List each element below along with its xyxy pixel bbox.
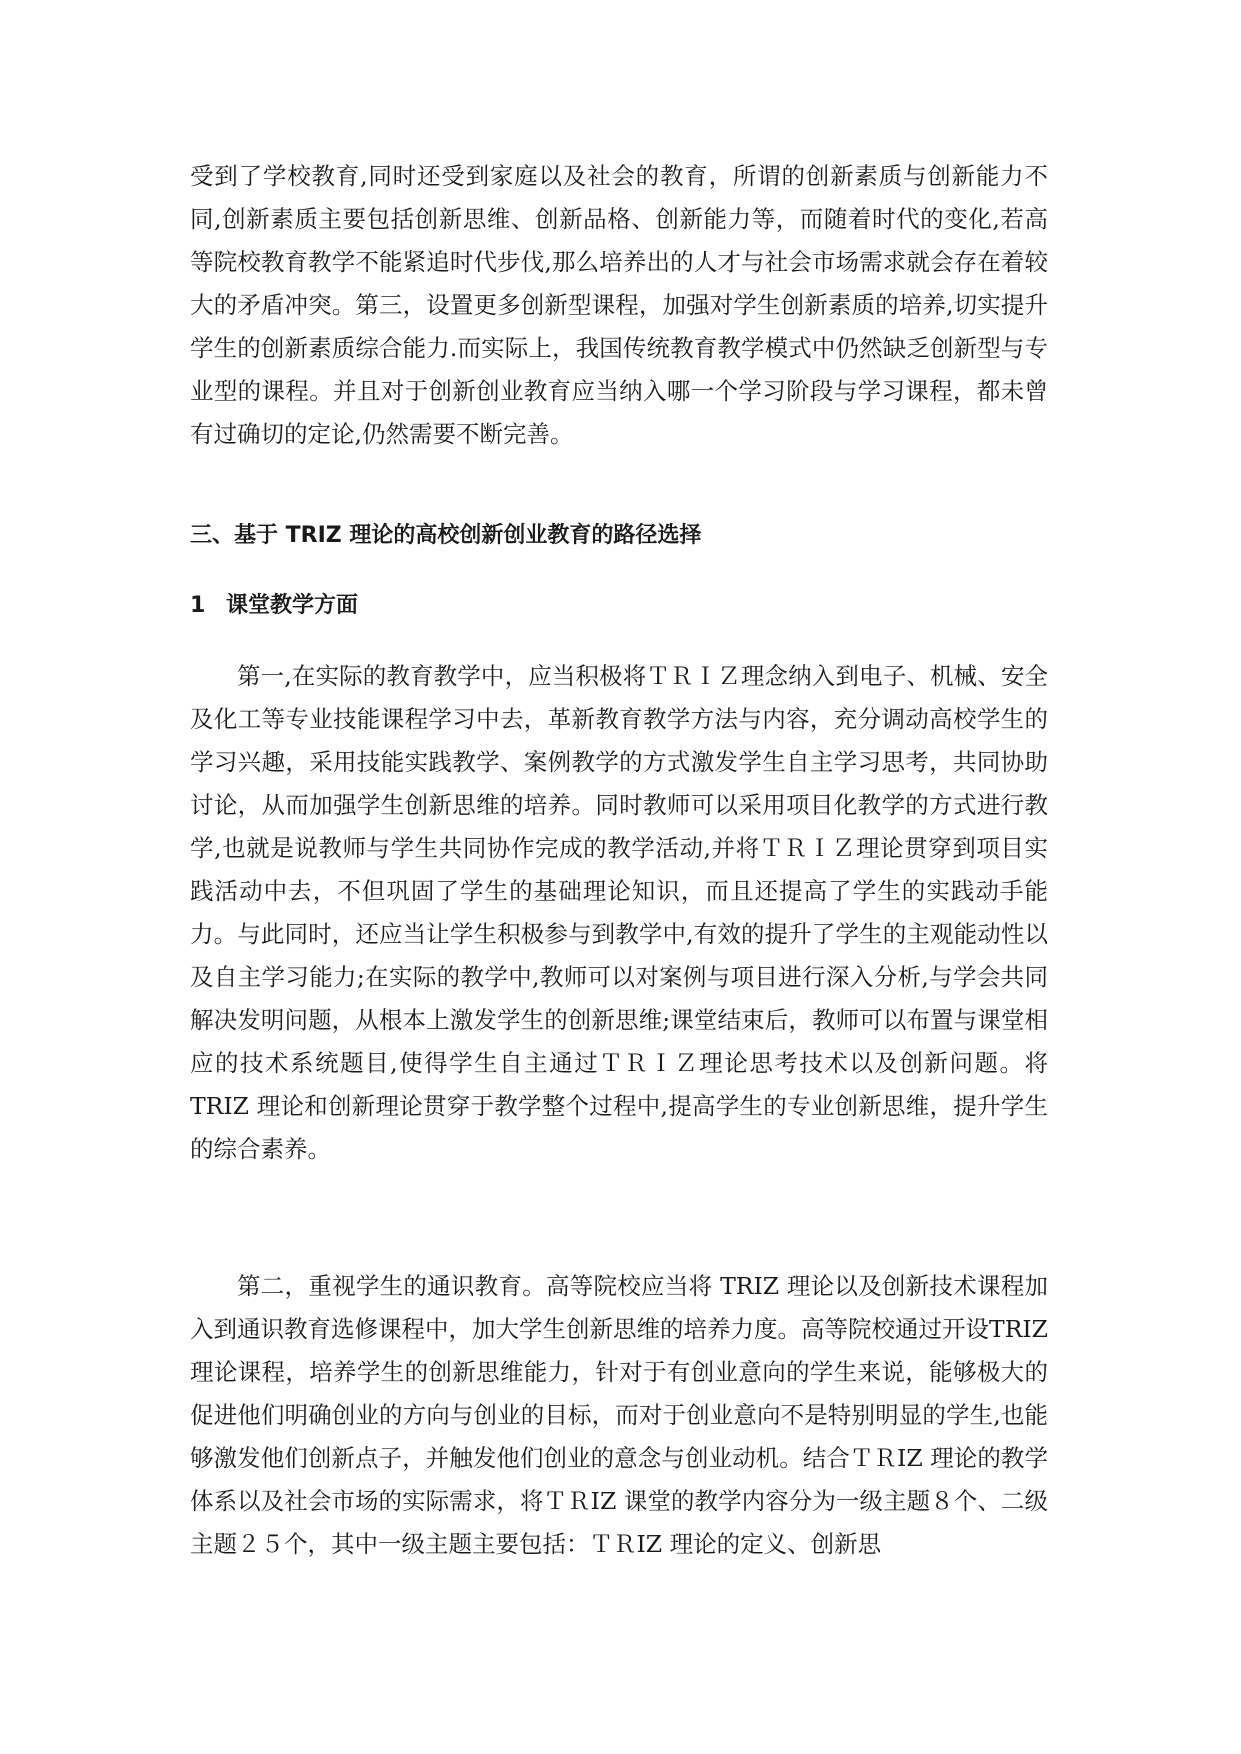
paragraph-intro: 受到了学校教育,同时还受到家庭以及社会的教育，所谓的创新素质与创新能力不同,创新素质主要包括创新思维、创新品格、创新能力等，而随着时代的变化,若高等院校教育教学不能紧追时代步伐,那么培养出的人才与社会市场需求就会存在着较大的矛盾冲突。第三，设置更多创新型课程，加强对学生创新素质的培养,切实提升学生的创新素质综合能力.而实际上，我国传统教育教学模式中仍然缺乏创新型与专业型的课程。并且对于创新创业教育应当纳入哪一个学习阶段与学习课程，都未曾有过确切的定论,仍然需要不断完善。 [190,162,1048,448]
paragraph-classroom-first: 第一,在实际的教育教学中，应当积极将ＴＲＩＺ理念纳入到电子、机械、安全及化工等专业技能课程学习中去，革新教育教学方法与内容，充分调动高校学生的学习兴趣，采用技能实践教学、案例教学的方式激发学生自主学习思考，共同协助讨论，从而加强学生创新思维的培养。同时教师可以采用项目化教学的方式进行教学,也就是说教师与学生共同协作完成的教学活动,并将ＴＲＩＺ理论贯穿到项目实践活动中去，不但巩固了学生的基础理论知识，而且还提高了学生的实践动手能力。与此同时，还应当让学生积极参与到教学中,有效的提升了学生的主观能动性以及自主学习能力;在实际的教学中,教师可以对案例与项目进行深入分析,与学会共同解决发明问题，从根本上激发学生的创新思维;课堂结束后，教师可以布置与课堂相应的技术系统题目,使得学生自主通过ＴＲＩＺ理论思考技术以及创新问题。将 TRIZ 理论和创新理论贯穿于教学整个过程中,提高学生的专业创新思维，提升学生的综合素养。 [190,662,1048,1163]
paragraph-classroom-second: 第二，重视学生的通识教育。高等院校应当将 TRIZ 理论以及创新技术课程加入到通识教育选修课程中，加大学生创新思维的培养力度。高等院校通过开设TRIZ 理论课程，培养学生的创新思维能力，针对于有创业意向的学生来说，能够极大的促进他们明确创业的方向与创业的目标，而对于创业意向不是特别明显的学生,也能够激发他们创新点子，并触发他们创业的意念与创业动机。结合ＴＲIZ 理论的教学体系以及社会市场的实际需求，将ＴＲIZ 课堂的教学内容分为一级主题８个、二级主题２５个，其中一级主题主要包括：ＴＲIZ 理论的定义、创新思 [190,1272,1048,1558]
section-heading-three: 三、基于 TRIZ 理论的高校创新创业教育的路径选择 [190,523,702,548]
subsection-heading-one [190,590,358,622]
subsection-number: 1 [190,593,206,618]
subsection-title: 课堂教学方面 [226,593,359,618]
